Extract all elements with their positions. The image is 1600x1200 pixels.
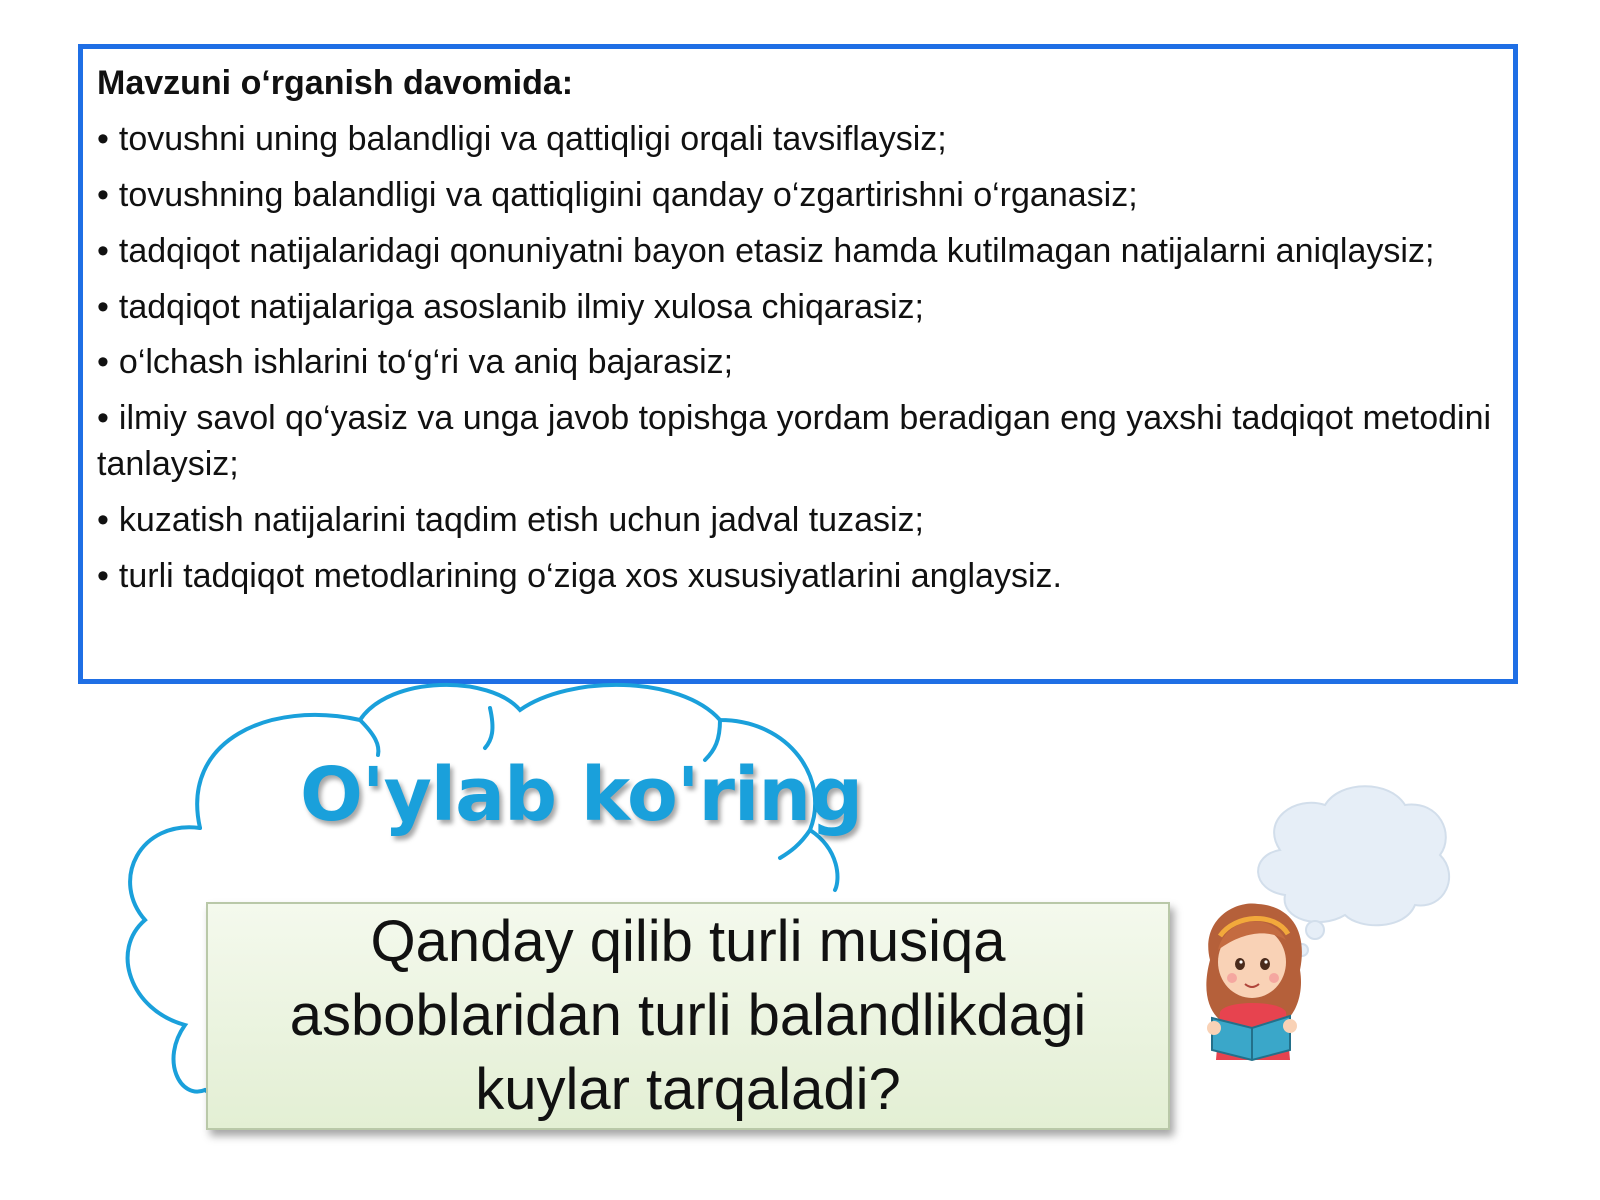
- question-box: [206, 902, 1170, 1130]
- bullet-icon: •: [97, 231, 109, 270]
- objective-text: tovushning balandligi va qattiqligini qanday o‘zgartirishni o‘rganasiz;: [118, 175, 1138, 214]
- bullet-icon: •: [97, 399, 109, 438]
- bullet-icon: •: [97, 119, 109, 158]
- objective-item: [97, 229, 1499, 275]
- bullet-icon: •: [97, 501, 109, 540]
- objective-text: tadqiqot natijalariga asoslanib ilmiy xulosa chiqarasiz;: [118, 287, 924, 326]
- objective-text: o‘lchash ishlarini to‘g‘ri va aniq bajarasiz;: [118, 343, 734, 382]
- objective-text: kuzatish natijalarini taqdim etish uchun jadval tuzasiz;: [118, 501, 924, 540]
- objectives-title: Mavzuni o‘rganish davomida:: [97, 64, 574, 102]
- bullet-icon: •: [97, 287, 109, 326]
- question-text: Qanday qilib turli musiqa asboblaridan turli balandlikdagi kuylar tarqaladi?: [289, 908, 1087, 1123]
- objective-text: turli tadqiqot metodlarining o‘ziga xos xususiyatlarini anglaysiz.: [118, 557, 1062, 596]
- objective-item: [97, 498, 1499, 544]
- objectives-box: [78, 44, 1518, 684]
- bullet-icon: •: [97, 557, 109, 596]
- objective-item: [97, 396, 1499, 488]
- objectives-list: [97, 117, 1499, 600]
- objective-text: tovushni uning balandligi va qattiqligi orqali tavsiflaysiz;: [118, 119, 947, 158]
- objective-item: [97, 285, 1499, 331]
- objective-item: [97, 340, 1499, 386]
- objective-text: ilmiy savol qo‘yasiz va unga javob topishga yordam beradigan eng yaxshi tadqiqot metodini tanlaysiz;: [97, 399, 1492, 484]
- objective-item: [97, 554, 1499, 600]
- objective-item: [97, 117, 1499, 163]
- girl-reading-book-icon: [1190, 900, 1320, 1070]
- bullet-icon: •: [97, 343, 109, 382]
- think-title: O'ylab ko'ring: [300, 752, 863, 838]
- bullet-icon: •: [97, 175, 109, 214]
- objective-item: [97, 173, 1499, 219]
- objective-text: tadqiqot natijalaridagi qonuniyatni bayon etasiz hamda kutilmagan natijalarni aniqlaysiz;: [118, 231, 1435, 270]
